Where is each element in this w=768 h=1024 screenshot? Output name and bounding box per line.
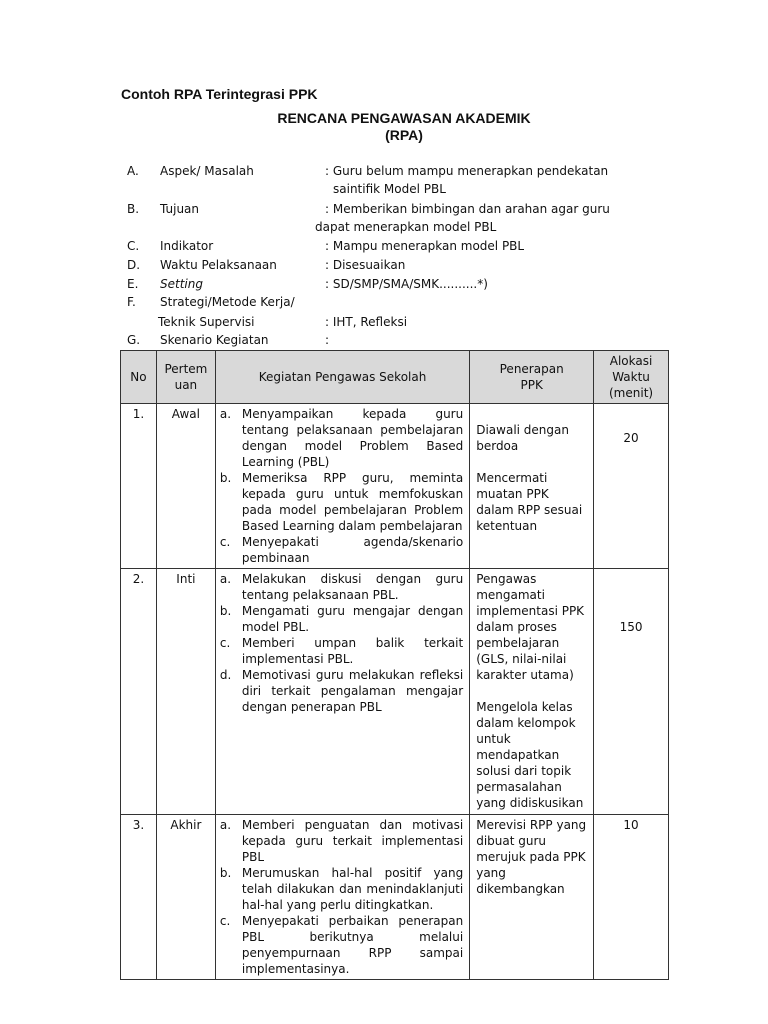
table-header-row [121,351,669,404]
row-duration: 20 [594,404,669,569]
list-item: a. Melakukan diskusi dengan guru tentang pelaksanaan PBL. [219,572,464,602]
row-activities [215,404,469,569]
header-kegiatan: Kegiatan Pengawas Sekolah [215,351,469,404]
row-activities [215,569,469,815]
list-item: c. Menyepakati agenda/skenario pembinaan [219,535,464,565]
list-item: d. Memotivasi guru melakukan refleksi diri terkait pengalaman mengajar dengan penerapan PBL [219,668,464,714]
row-stage: Akhir [156,815,215,980]
header-waktu: Alokasi Waktu (menit) [594,351,669,404]
row-stage: Inti [156,569,215,815]
document-heading: Contoh RPA Terintegrasi PPK [121,86,318,102]
row-number: 1. [121,404,157,569]
header-tahap: Pertem uan [156,351,215,404]
list-item: a. Memberi penguatan dan motivasi kepada guru terkait implementasi PBL [219,818,464,864]
list-item: c. Menyepakati perbaikan penerapan PBL berikutnya melalui penyempurnaan RPP sampai implementasinya. [219,914,464,976]
list-item: b. Mengamati guru mengajar dengan model PBL. [219,604,464,634]
row-stage: Awal [156,404,215,569]
title-line-2: (RPA) [385,127,423,143]
row-ppk: Pengawas mengamati implementasi PPK dalam proses pembelajaran (GLS, nilai-nilai karakter utama) Mengelola kelas dalam kelompok untuk mendapatkan solusi dari topik permasalahan yang didiskusikan [470,569,594,815]
table-row [121,569,669,815]
header-ppk: Penerapan PPK [470,351,594,404]
table-row [121,404,669,569]
row-activities [215,815,469,980]
row-number: 3. [121,815,157,980]
list-item: a. Menyampaikan kepada guru tentang pelaksanaan pembelajaran dengan model Problem Based Learning (PBL) [219,407,464,469]
row-number: 2. [121,569,157,815]
header-no: No [121,351,157,404]
row-duration: 10 [594,815,669,980]
list-item: c. Memberi umpan balik terkait implementasi PBL. [219,636,464,666]
list-item: b. Merumuskan hal-hal positif yang telah dilakukan dan menindaklanjuti hal-hal yang perlu ditingkatkan. [219,866,464,912]
scenario-table [120,350,669,980]
row-duration: 150 [594,569,669,815]
row-ppk: Diawali dengan berdoa Mencermati muatan PPK dalam RPP sesuai ketentuan [470,404,594,569]
table-row [121,815,669,980]
title-line-1: RENCANA PENGAWASAN AKADEMIK [277,110,531,126]
row-ppk: Merevisi RPP yang dibuat guru merujuk pada PPK yang dikembangkan [470,815,594,980]
list-item: b. Memeriksa RPP guru, meminta kepada guru untuk memfokuskan pada model pembelajaran Problem Based Learning dalam pembelajaran [219,471,464,533]
page-title [0,110,768,144]
